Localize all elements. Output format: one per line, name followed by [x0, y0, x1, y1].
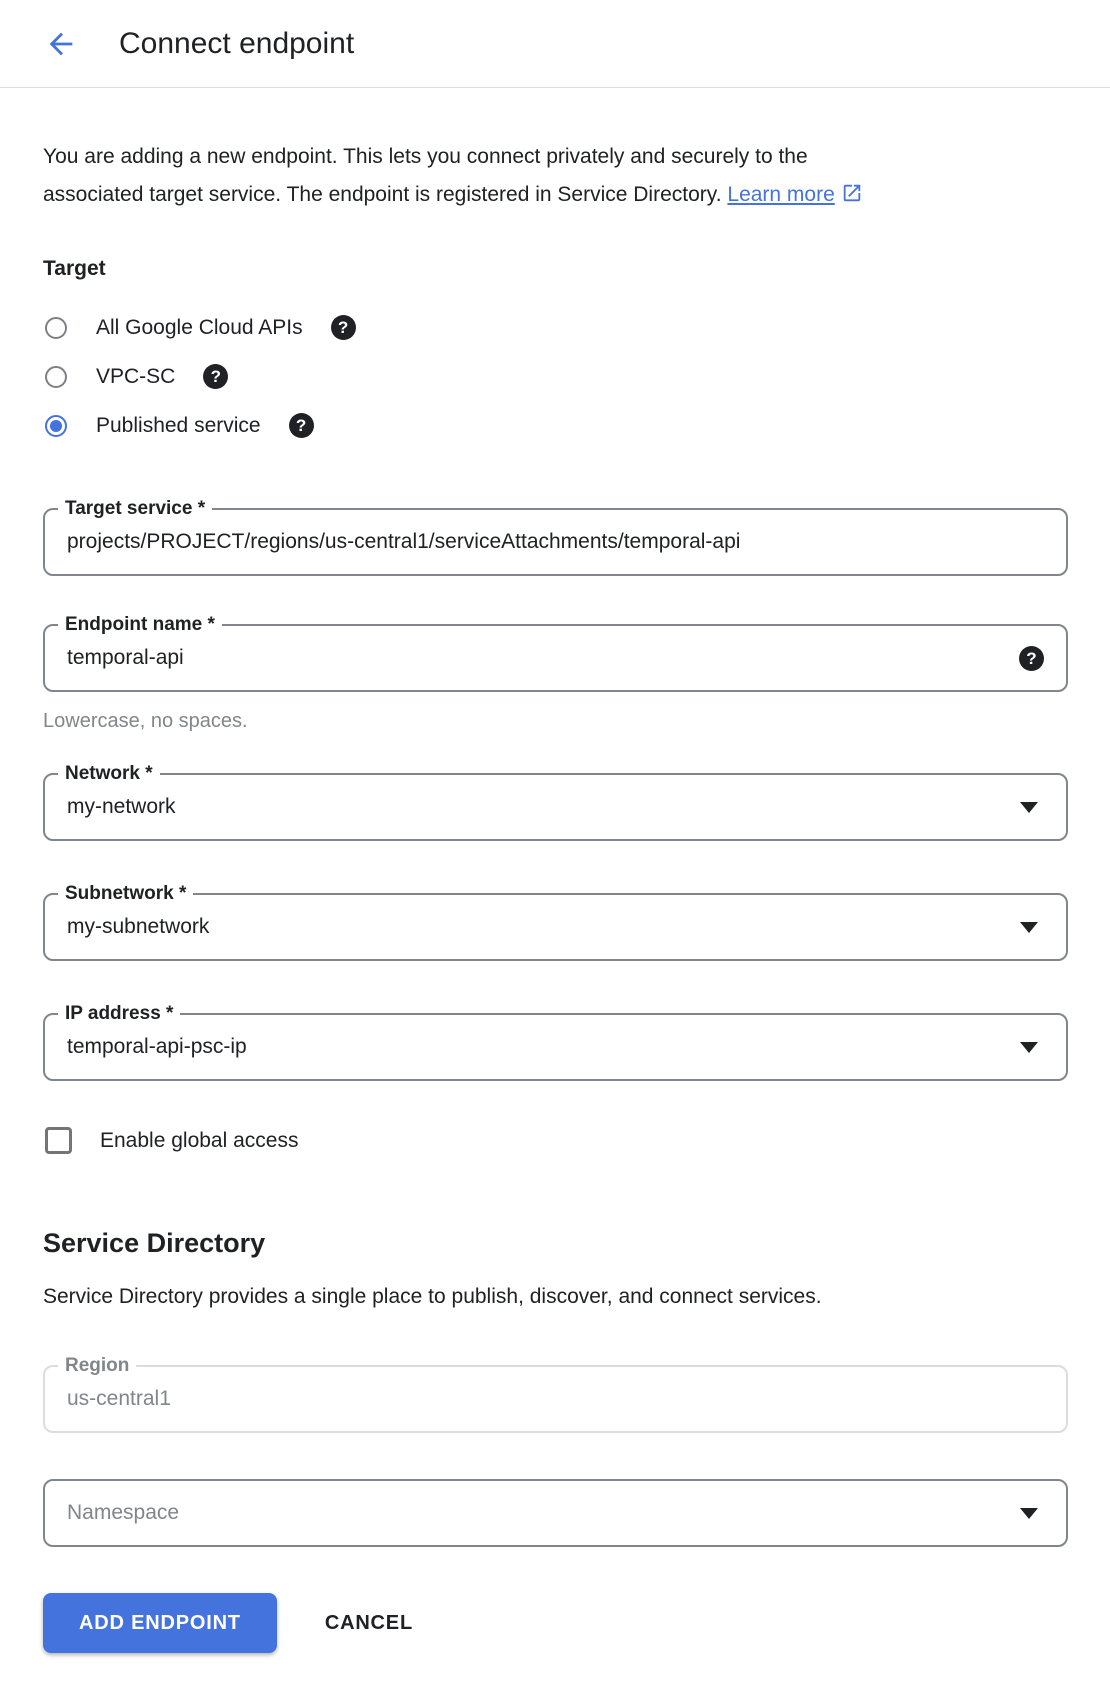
chevron-down-icon	[1020, 1508, 1038, 1519]
intro-line-2: associated target service. The endpoint is registered in Service Directory.	[43, 183, 722, 206]
intro-text	[43, 138, 1003, 217]
region-label: Region	[58, 1354, 136, 1378]
action-bar	[43, 1593, 1068, 1653]
target-radio-group	[43, 303, 1068, 450]
ip-address-value: temporal-api-psc-ip	[67, 1035, 247, 1058]
network-select[interactable]	[43, 763, 1068, 841]
radio-row-all-google-cloud-apis	[43, 303, 1068, 352]
chevron-down-icon	[1020, 1042, 1038, 1053]
arrow-back-icon	[44, 27, 78, 61]
radio-all-google-cloud-apis[interactable]	[45, 317, 67, 339]
endpoint-name-field[interactable]	[43, 614, 1068, 692]
target-service-field[interactable]	[43, 498, 1068, 576]
page-header	[0, 0, 1110, 88]
network-value: my-network	[67, 795, 176, 818]
radio-published-service[interactable]	[45, 415, 67, 437]
form-content	[0, 138, 1110, 1653]
back-button[interactable]	[43, 26, 79, 62]
cancel-button[interactable]: CANCEL	[324, 1611, 413, 1634]
target-section-heading: Target	[43, 257, 106, 280]
namespace-placeholder: Namespace	[67, 1501, 180, 1524]
endpoint-name-helper: Lowercase, no spaces.	[43, 710, 248, 732]
network-label: Network *	[58, 762, 160, 786]
namespace-select[interactable]	[43, 1479, 1068, 1547]
chevron-down-icon	[1020, 802, 1038, 813]
target-service-input[interactable]	[67, 530, 1044, 554]
service-directory-description: Service Directory provides a single place to publish, discover, and connect services.	[43, 1285, 822, 1308]
open-in-new-icon	[841, 186, 863, 209]
subnetwork-select[interactable]	[43, 883, 1068, 961]
global-access-label: Enable global access	[100, 1128, 299, 1152]
intro-line-1: You are adding a new endpoint. This lets you connect privately and securely to the	[43, 145, 808, 168]
help-icon[interactable]: ?	[289, 413, 314, 438]
region-field	[43, 1355, 1068, 1433]
add-endpoint-button[interactable]: ADD ENDPOINT	[43, 1593, 277, 1653]
target-service-label: Target service *	[58, 497, 212, 521]
ip-address-select[interactable]	[43, 1003, 1068, 1081]
global-access-checkbox[interactable]	[45, 1127, 72, 1154]
radio-row-vpc-sc	[43, 352, 1068, 401]
endpoint-name-label: Endpoint name *	[58, 613, 222, 637]
radio-label: VPC-SC	[96, 364, 176, 388]
global-access-row	[43, 1127, 1068, 1154]
subnetwork-value: my-subnetwork	[67, 915, 210, 938]
region-value: us-central1	[67, 1387, 171, 1410]
service-directory-heading: Service Directory	[43, 1228, 266, 1258]
radio-vpc-sc[interactable]	[45, 366, 67, 388]
help-icon[interactable]: ?	[203, 364, 228, 389]
radio-label: Published service	[96, 413, 261, 437]
learn-more-link[interactable]: Learn more	[727, 183, 835, 206]
radio-label: All Google Cloud APIs	[96, 315, 303, 339]
subnetwork-label: Subnetwork *	[58, 882, 193, 906]
page-title: Connect endpoint	[119, 26, 355, 60]
chevron-down-icon	[1020, 922, 1038, 933]
help-icon[interactable]: ?	[331, 315, 356, 340]
endpoint-name-input[interactable]	[67, 646, 997, 670]
help-icon[interactable]: ?	[1019, 646, 1044, 671]
radio-row-published-service	[43, 401, 1068, 450]
ip-address-label: IP address *	[58, 1002, 180, 1026]
